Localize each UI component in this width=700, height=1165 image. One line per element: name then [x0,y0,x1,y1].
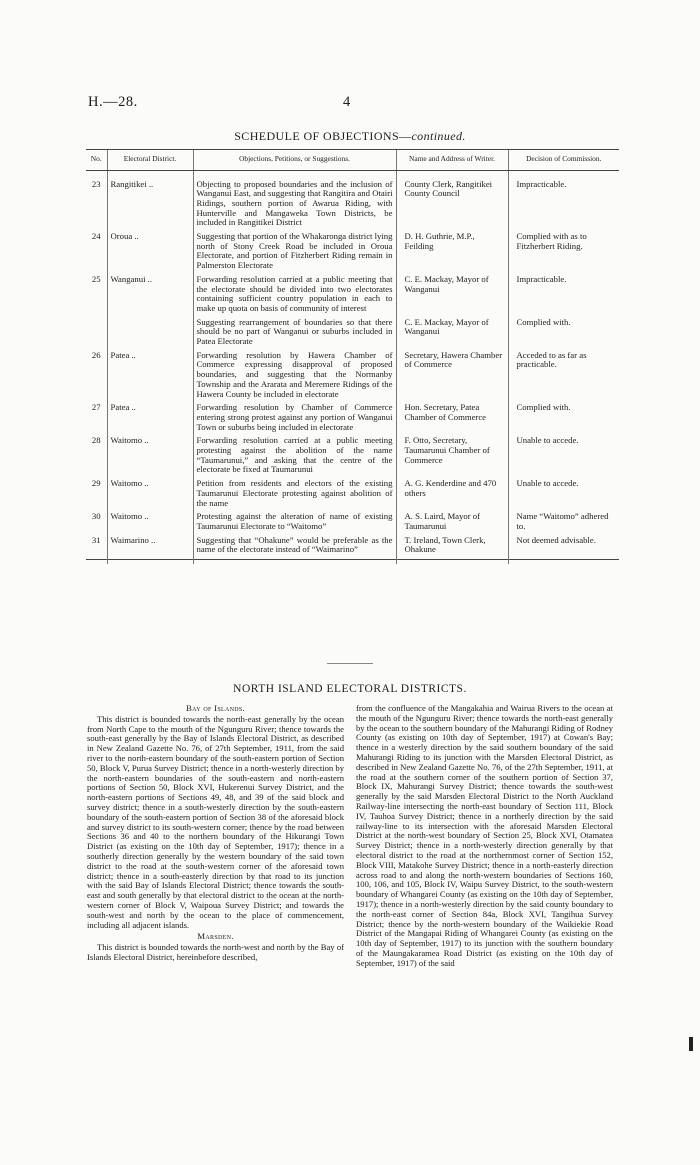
table-row [86,170,619,232]
marsden-description-continued: from the confluence of the Mangakahia and Wairua Rivers to the ocean at the mouth of the Ngunguru River; thence towards the north-east generally by the ocean to the southern boundary of the Mahurangi Riding of Rodney County (as existing on 10th day of September, 1917) at Cowan's Bay; thence in a westerly direction by the said southern boundary of the said Mahurangi Riding to its junction with the Marsden Electoral District, as described in New Zealand Gazette No. 76, of the 27th September, 1911, at the road at the southern corner of the southern portion of Section 37, Block IX, Mahurangi Survey District; thence towards the south-west generally by the said Marsden Electoral District to the North Auckland Railway-line intersecting the north-east boundary of Section 111, Block IV, Tauhoa Survey District; thence in a northerly direction by the said railway-line to its intersection with the aforesaid Marsden Electoral District at the north-west boundary of Section 25, Block XVI, Otamatea Survey District; thence in a north-westerly direction generally by that electoral district to the road at the northernmost corner of Section 152, Block VIII, Matakohe Survey District; thence in a north-easterly direction across road to and along the north-western boundaries of Sections 160, 100, 106, and 105, Block IV, Waipu Survey District, to the south-western boundary of Whangarei County (as existing on the 10th day of September, 1917); thence in a north-westerly direction by the said county boundary to the north-east corner of Section 84a, Block XVI, Tangihua Survey District; thence by the north-western boundary of the Waikiekie Road District of the Mangapai Riding of Whangarei County (as existing on the 10th day of September, 1917) to its junction with the southern boundary of the Maungakaramea Road District (as existing on the 10th day of September, 1917) of the said [356,703,613,968]
cell-district: Patea .. [107,403,193,436]
column-header-objections: Objections, Petitions, or Suggestions. [193,150,396,171]
cell-writer: C. E. Mackay, Mayor of Wanganui [396,275,508,318]
page-number: 4 [343,94,351,110]
cell-objection: Suggesting rearrangement of boundaries so that there should be no part of Wanganui or suburbs included in Patea Electorate [193,318,396,351]
page-edge-mark [689,1037,693,1051]
table-header-row [86,150,619,171]
cell-writer: Hon. Secretary, Patea Chamber of Commerce [396,403,508,436]
cell-writer: Secretary, Hawera Chamber of Commerce [396,351,508,404]
schedule-title [0,129,700,144]
cell-writer: T. Ireland, Town Clerk, Ohakune [396,536,508,560]
table-row [86,232,619,275]
cell-writer: A. S. Laird, Mayor of Taumarunui [396,512,508,535]
cell-district: Waimarino .. [107,536,193,560]
cell-no: 26 [91,349,101,360]
table-row [86,536,619,560]
cell-district: Wanganui .. [107,275,193,318]
cell-decision: Complied with. [508,318,619,351]
column-header-district: Electoral District. [107,150,193,171]
cell-district: Rangitikei .. [107,170,193,232]
objections-table [86,149,619,564]
cell-objection: Forwarding resolution by Hawera Chamber of Commerce expressing disapproval of proposed boundaries, and suggesting that the Normanby Township and the Ararata and Meremere Ridings of the Hawera County be included in electorate [193,351,396,404]
cell-objection: Petition from residents and electors of the existing Taumarunui Electorate protesting against abolition of the name [193,479,396,512]
cell-no: 31 [91,534,101,545]
cell-district: Waitomo .. [107,512,193,535]
cell-writer: F. Otto, Secretary, Taumarunui Chamber of Commerce [396,436,508,479]
text-column-right [356,704,613,969]
cell-decision: Unable to accede. [508,479,619,512]
cell-no: 27 [91,402,101,413]
column-header-writer: Name and Address of Writer. [396,150,508,171]
section-divider [327,663,373,664]
text-column-left [87,704,344,963]
cell-district: Waitomo .. [107,436,193,479]
cell-objection: Forwarding resolution carried at a public meeting protesting against the abolition of the name “Taumarunui,” and asking that the centre of the electorate be fixed at Taumarunui [193,436,396,479]
table-row [86,351,619,404]
bay-of-islands-description: This district is bounded towards the north-east generally by the ocean from North Cape to the mouth of the Ngunguru River; thence towards the south-east generally by the Bay of Islands Electoral District, as described in New Zealand Gazette No. 76, of 27th September, 1911, from the said river to the north-eastern boundary of the south-eastern portion of Section 50, Block V, Purua Survey District; thence in a north-westerly direction by the north-eastern boundaries of the south-eastern and north-eastern portions of Section 50, Block XVI, Hukerenui Survey District, and the north-eastern portions of Sections 49, 48, and 39 of the said block and survey district; thence in a south-westerly direction by the south-eastern boundary of the south-eastern portion of Section 38 of the aforesaid block and survey district to its south-western corner; thence by the road between Sections 36 and 40 to the northern boundary of the Hikurangi Town District (as existing on the 10th day of September, 1917); thence in a southerly direction generally by the western boundary of the said town district to the road at the south-western corner of the aforesaid town district; thence in a south-easterly direction by that road to its junction with the said Bay of Islands Electoral District; thence towards the south-east and south generally by that electoral district to the ocean at the north-western corner of Block V, Waipoua Survey District; and towards the south-west and north by the ocean to the place of commencement, including all adjacent islands. [87,713,344,930]
table-row [86,479,619,512]
cell-decision: Impracticable. [508,275,619,318]
cell-decision: Impracticable. [508,170,619,232]
cell-decision: Not deemed advisable. [508,536,619,560]
cell-writer: C. E. Mackay, Mayor of Wanganui [396,318,508,351]
cell-decision: Acceded to as far as practicable. [508,351,619,404]
cell-no [86,318,107,351]
cell-objection: Suggesting that portion of the Whakaronga district lying north of Stony Creek Road be included in Oroua Electorate, and portion of Fitzherbert Riding remain in Palmerston Electorate [193,232,396,275]
cell-district: Oroua .. [107,232,193,275]
cell-objection: Forwarding resolution carried at a public meeting that the electorate should be divided into two electorates containing sufficient country population in each to make up quota on basis of community of interest [193,275,396,318]
cell-district [107,318,193,351]
table-row [86,403,619,436]
cell-no: 25 [91,273,101,284]
cell-objection: Suggesting that “Ohakune” would be preferable as the name of the electorate instead of “Waimarino” [193,536,396,560]
table-row [86,512,619,535]
cell-no: 23 [91,178,101,189]
cell-decision: Name “Waitomo” adhered to. [508,512,619,535]
marsden-heading: Marsden. [197,931,234,942]
cell-no: 29 [91,478,101,489]
cell-objection: Objecting to proposed boundaries and the inclusion of Wanganui East, and suggesting that Rangitira and Otairi Ridings, southern portion of Awarua Riding, with Hunterville and Mangaweka Town Districts, be included in Rangitikei District [193,170,396,232]
cell-no: 24 [91,231,101,242]
cell-objection: Forwarding resolution by Chamber of Commerce entering strong protest against any portion of Wanganui Town or suburbs being included in electorate [193,403,396,436]
schedule-title-main: SCHEDULE OF OBJECTIONS— [234,129,412,143]
marsden-description: This district is bounded towards the north-west and north by the Bay of Islands Electoral District, hereinbefore described, [87,942,344,962]
table-row [86,275,619,318]
cell-decision: Complied with as to Fitzherbert Riding. [508,232,619,275]
column-header-decision: Decision of Commission. [508,150,619,171]
table-row [86,318,619,351]
section-title: NORTH ISLAND ELECTORAL DISTRICTS. [233,683,467,695]
cell-no: 28 [91,435,101,446]
cell-district: Waitomo .. [107,479,193,512]
table-row [86,436,619,479]
cell-decision: Unable to accede. [508,436,619,479]
cell-writer: A. G. Kenderdine and 470 others [396,479,508,512]
cell-no: 30 [91,511,101,522]
table-bottom-rule [86,560,619,565]
cell-writer: D. H. Guthrie, M.P., Feilding [396,232,508,275]
column-header-no: No. [86,150,107,171]
document-reference: H.—28. [88,94,138,110]
cell-decision: Complied with. [508,403,619,436]
cell-district: Patea .. [107,351,193,404]
schedule-title-continued: continued. [411,129,466,143]
cell-objection: Protesting against the alteration of name of existing Taumarunui Electorate to “Waitomo” [193,512,396,535]
bay-of-islands-heading: Bay of Islands. [185,703,246,713]
cell-writer: County Clerk, Rangitikei County Council [396,170,508,232]
